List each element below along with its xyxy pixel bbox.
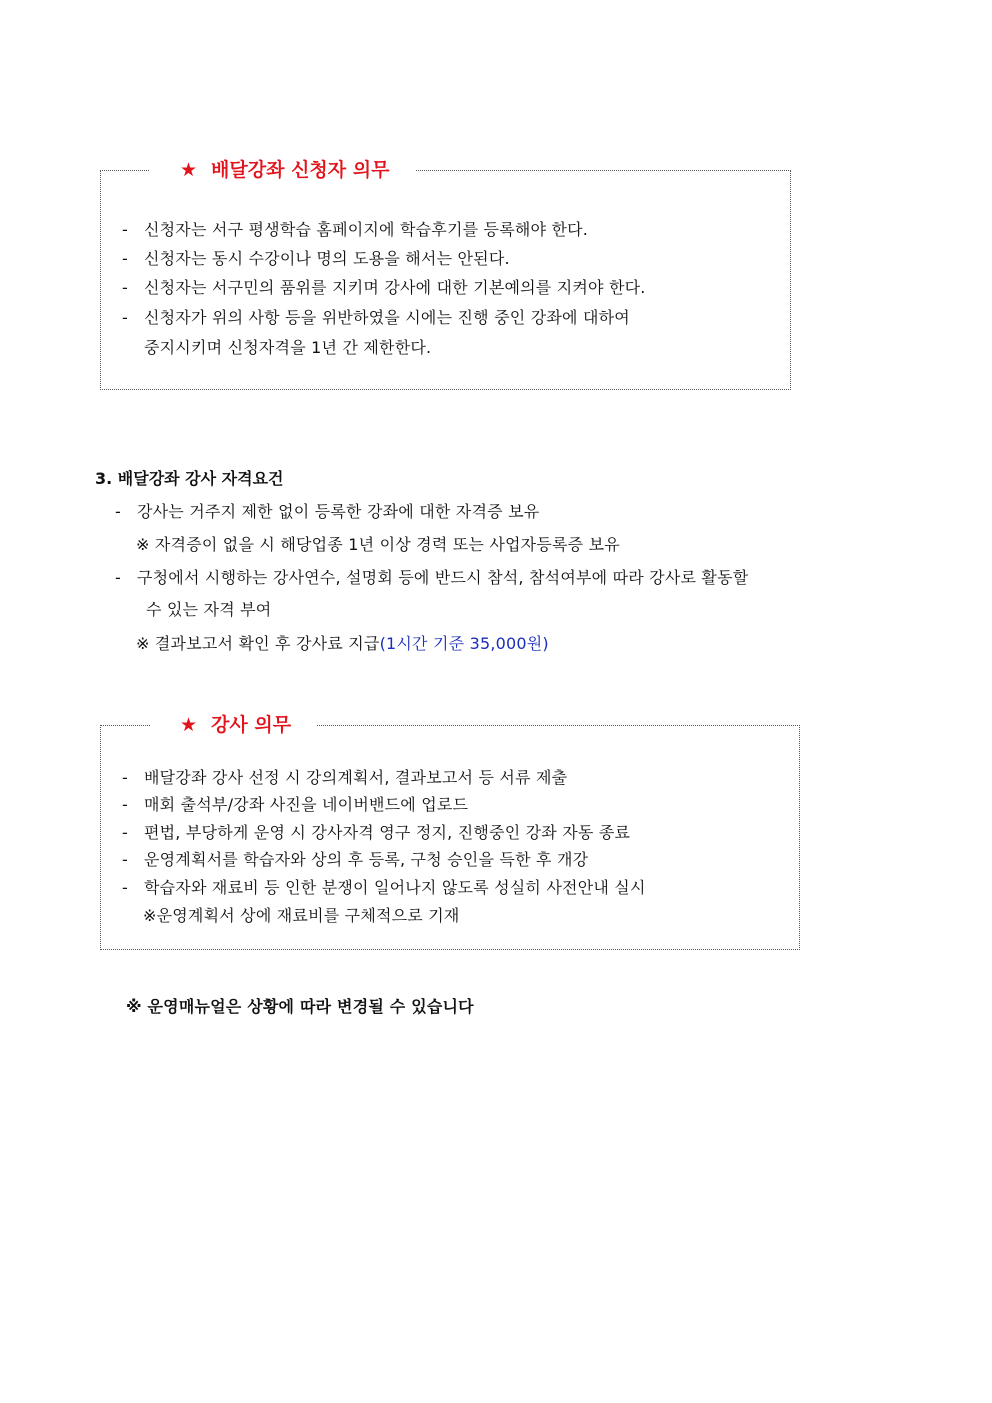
applicant-item-4-continued: [144, 338, 431, 358]
applicant-item-text: 신청자는 서구민의 품위를 지키며 강사에 대한 기본예의를 지켜야 한다.: [144, 278, 646, 297]
section-3-heading: 3. 배달강좌 강사 자격요건: [95, 469, 284, 488]
applicant-item-text: 신청자는 서구 평생학습 홈페이지에 학습후기를 등록해야 한다.: [144, 220, 589, 239]
dash-marker: -: [122, 249, 128, 268]
instructor-qualification-item-2: [115, 568, 748, 588]
applicant-item-4: [122, 308, 630, 328]
applicant-item-2: [122, 249, 510, 269]
instructor-duty-note: ※운영계획서 상에 재료비를 구체적으로 기재: [143, 906, 460, 925]
applicant-item-text: 신청자가 위의 사항 등을 위반하였을 시에는 진행 중인 강좌에 대하여: [144, 308, 630, 327]
instructor-duty-3: [122, 823, 630, 843]
applicant-item-3: [122, 278, 646, 298]
dash-marker: -: [122, 768, 128, 787]
instructor-duties-title-text: 강사 의무: [211, 714, 292, 736]
instructor-fee-note: [136, 634, 549, 654]
applicant-item-text: 중지시키며 신청자격을 1년 간 제한한다.: [144, 338, 432, 357]
applicant-duties-title: [150, 156, 415, 184]
applicant-duties-title-text: 배달강좌 신청자 의무: [211, 159, 390, 181]
instructor-duty-text: 편법, 부당하게 운영 시 강사자격 영구 정지, 진행중인 강좌 자동 종료: [144, 823, 631, 842]
instructor-duty-text: 운영계획서를 학습자와 상의 후 등록, 구청 승인을 득한 후 개강: [144, 850, 589, 869]
dash-marker: -: [115, 568, 121, 587]
dash-marker: -: [122, 278, 128, 297]
dash-marker: -: [122, 878, 128, 897]
instructor-qualification-item-1: [115, 502, 539, 522]
qualification-text: 강사는 거주지 제한 없이 등록한 강좌에 대한 자격증 보유: [137, 502, 540, 521]
instructor-qualification-item-2-continued: 수 있는 자격 부여: [146, 600, 272, 619]
star-icon: ★: [180, 714, 198, 736]
instructor-duties-title: [150, 711, 317, 739]
dash-marker: -: [122, 795, 128, 814]
dash-marker: -: [122, 850, 128, 869]
dash-marker: -: [122, 220, 128, 239]
star-icon: ★: [180, 159, 198, 181]
manual-change-note: ※ 운영매뉴얼은 상황에 따라 변경될 수 있습니다: [126, 997, 474, 1016]
applicant-item-text: 신청자는 동시 수강이나 명의 도용을 해서는 안된다.: [144, 249, 510, 268]
instructor-duty-text: 학습자와 재료비 등 인한 분쟁이 일어나지 않도록 성실히 사전안내 실시: [144, 878, 646, 897]
instructor-duty-5: [122, 878, 646, 898]
applicant-item-1: [122, 220, 588, 240]
instructor-duty-4: [122, 850, 588, 870]
qualification-text: 구청에서 시행하는 강사연수, 설명회 등에 반드시 참석, 참석여부에 따라 강사로 활동할: [137, 568, 749, 587]
instructor-duty-2: [122, 795, 468, 815]
dash-marker: -: [115, 502, 121, 521]
instructor-duty-text: 매회 출석부/강좌 사진을 네이버밴드에 업로드: [144, 795, 469, 814]
instructor-duty-1: [122, 768, 567, 788]
fee-highlight: (1시간 기준 35,000원): [379, 634, 549, 653]
dash-marker: -: [122, 823, 128, 842]
fee-note-text: ※ 결과보고서 확인 후 강사료 지급: [136, 634, 380, 653]
instructor-qualification-note-1: ※ 자격증이 없을 시 해당업종 1년 이상 경력 또는 사업자등록증 보유: [136, 535, 620, 554]
dash-marker: -: [122, 308, 128, 327]
instructor-duty-text: 배달강좌 강사 선정 시 강의계획서, 결과보고서 등 서류 제출: [144, 768, 568, 787]
